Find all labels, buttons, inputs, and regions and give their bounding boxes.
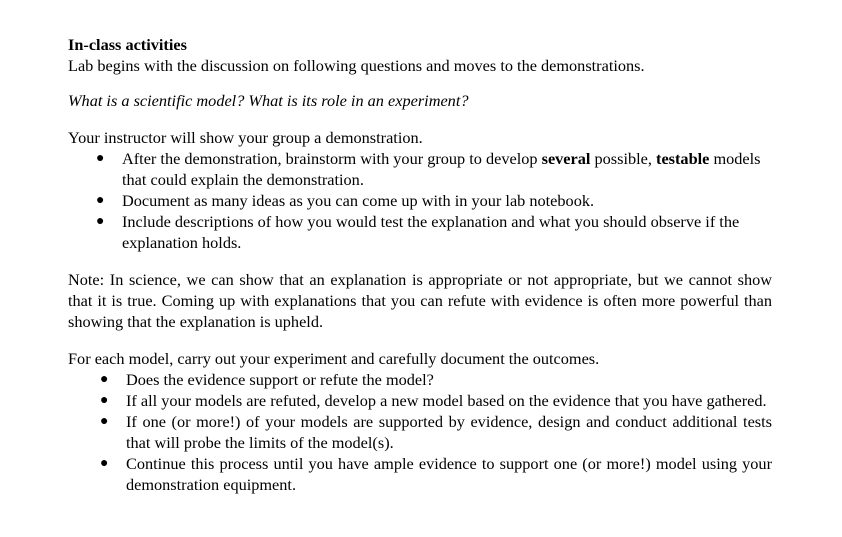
list-item [68,211,772,253]
bullet-icon: ● [100,372,109,387]
bold-word-testable: testable [656,149,710,168]
bullet-text-part: After the demonstration, brainstorm with your group to develop [122,149,542,168]
list-item [68,453,772,495]
model-testing-section [68,348,772,495]
bullet-icon: ● [100,414,109,429]
section-heading: In-class activities [68,35,187,54]
bullet-text: Include descriptions of how you would test the explanation and what you should observe if the explanation holds. [122,212,740,252]
list-item [68,190,772,211]
model-testing-bullets [68,369,772,495]
bullet-text: If all your models are refuted, develop a new model based on the evidence that you have gathered. [126,391,767,410]
bold-word-several: several [541,149,591,168]
bullet-icon: ● [100,393,109,408]
bullet-icon: ● [96,151,105,166]
list-item [68,148,772,190]
demonstration-lead: Your instructor will show your group a demonstration. [68,128,423,147]
demonstration-section [68,127,772,253]
document-page [68,34,772,495]
bullet-icon: ● [100,456,109,471]
bullet-text-part: models that could explain the demonstration. [122,149,761,189]
list-item [68,369,772,390]
bullet-icon: ● [96,214,105,229]
bullet-text: Continue this process until you have ample evidence to support one (or more!) model using your demonstration equipment. [126,454,772,494]
guiding-question: What is a scientific model? What is its role in an experiment? [68,91,469,110]
bullet-text: Does the evidence support or refute the model? [126,370,434,389]
list-item [68,411,772,453]
bullet-text: If one (or more!) of your models are supported by evidence, design and conduct additional tests that will probe the limits of the model(s). [126,412,772,452]
bullet-text: Document as many ideas as you can come up with in your lab notebook. [122,191,595,210]
demonstration-bullets [68,148,772,253]
list-item [68,390,772,411]
intro-text: Lab begins with the discussion on following questions and moves to the demonstrations. [68,56,645,75]
model-testing-lead: For each model, carry out your experiment and carefully document the outcomes. [68,349,600,368]
bullet-text-part: possible, [590,149,657,168]
bullet-icon: ● [96,193,105,208]
note-paragraph: Note: In science, we can show that an explanation is appropriate or not appropriate, but we cannot show that it is true. Coming up with explanations that you can refute with evidence is often more powerful than showing that the explanation is upheld. [68,270,772,331]
